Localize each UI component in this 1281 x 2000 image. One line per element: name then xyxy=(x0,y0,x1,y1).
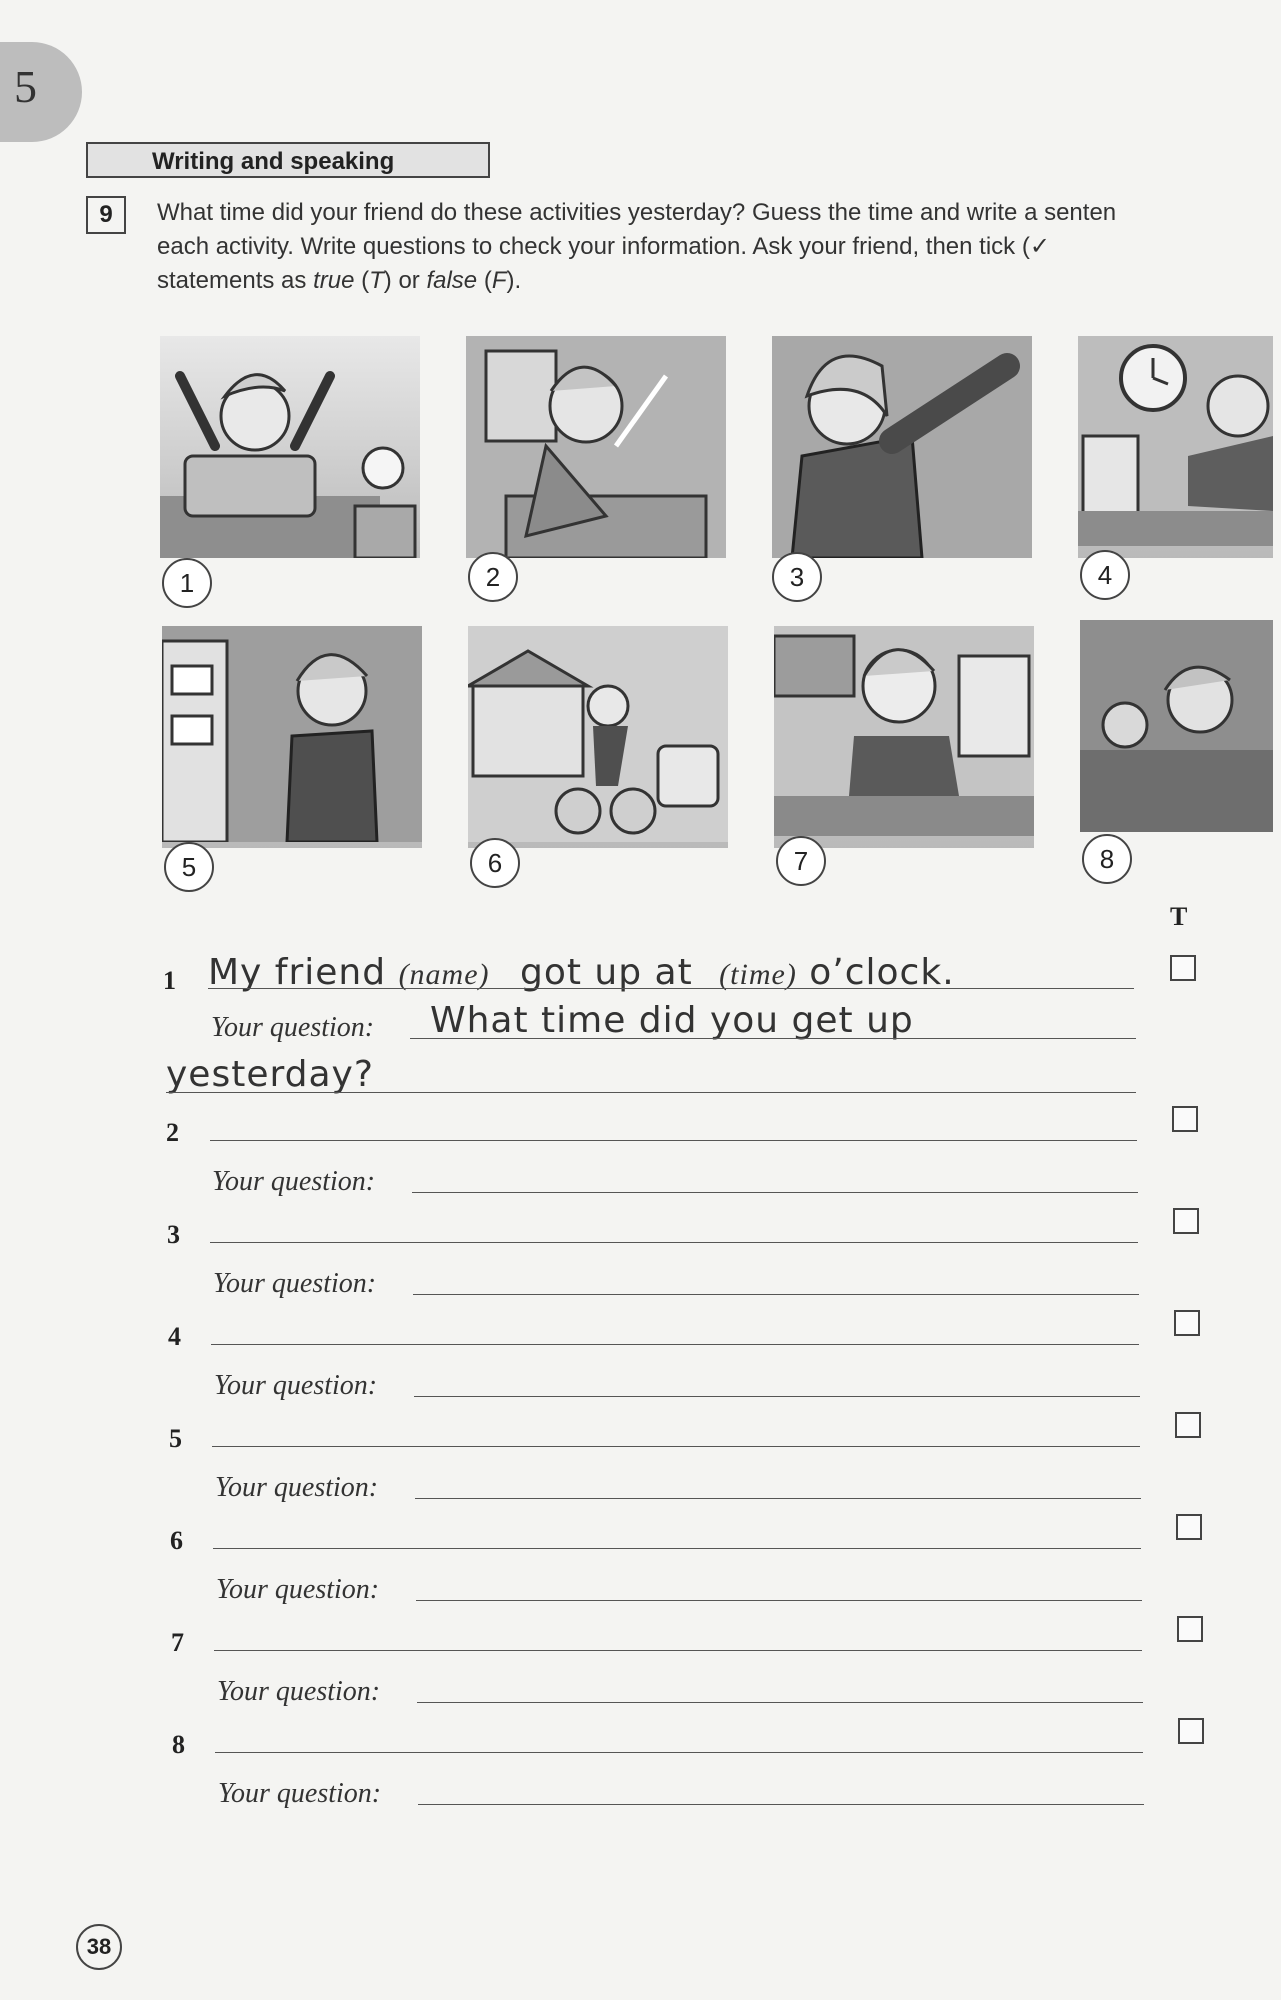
question-line-3[interactable] xyxy=(413,1294,1139,1295)
tick-box-8[interactable] xyxy=(1178,1718,1204,1744)
picture-8-label: 8 xyxy=(1082,834,1132,884)
row-8-number: 8 xyxy=(172,1730,185,1759)
tick-box-5[interactable] xyxy=(1175,1412,1201,1438)
instruction-line-3: statements as true (T) or false (F). xyxy=(157,267,522,294)
question-line-1b[interactable] xyxy=(166,1092,1136,1093)
instruction-line-1: What time did your friend do these activities yesterday? Guess the time and write a senten xyxy=(157,199,1117,226)
question-line-7[interactable] xyxy=(417,1702,1143,1703)
tick-box-2[interactable] xyxy=(1172,1106,1198,1132)
question-label-8: Your question: xyxy=(218,1778,382,1809)
answer-line-7[interactable] xyxy=(214,1650,1142,1651)
answer-line-6[interactable] xyxy=(213,1548,1141,1549)
question-label-3: Your question: xyxy=(213,1268,377,1299)
picture-5-label: 5 xyxy=(164,842,214,892)
question-label-6: Your question: xyxy=(216,1574,380,1605)
picture-4-label: 4 xyxy=(1080,550,1130,600)
tick-box-3[interactable] xyxy=(1173,1208,1199,1234)
picture-7-label: 7 xyxy=(776,836,826,886)
exercise-number: 9 xyxy=(86,196,126,234)
question-line-2[interactable] xyxy=(412,1192,1138,1193)
answer-line-8[interactable] xyxy=(215,1752,1143,1753)
tick-box-1[interactable] xyxy=(1170,955,1196,981)
picture-3-label: 3 xyxy=(772,552,822,602)
picture-8 xyxy=(1080,620,1273,832)
question-line-6[interactable] xyxy=(416,1600,1142,1601)
picture-5 xyxy=(162,626,422,848)
picture-3 xyxy=(772,336,1032,558)
picture-6-label: 6 xyxy=(470,838,520,888)
question-line-8[interactable] xyxy=(418,1804,1144,1805)
row-2-number: 2 xyxy=(166,1118,179,1147)
true-column-heading: T xyxy=(1170,902,1188,931)
page-number: 38 xyxy=(76,1924,122,1970)
picture-2-label: 2 xyxy=(468,552,518,602)
answer-line-4[interactable] xyxy=(211,1344,1139,1345)
row-7-number: 7 xyxy=(171,1628,184,1657)
picture-1-label: 1 xyxy=(162,558,212,608)
instruction-line-2: each activity. Write questions to check your information. Ask your friend, then tick (✓ xyxy=(157,233,1050,260)
answer-line-2[interactable] xyxy=(210,1140,1137,1141)
answer-line-3[interactable] xyxy=(210,1242,1138,1243)
question-line-1a[interactable] xyxy=(410,1038,1136,1039)
tick-box-7[interactable] xyxy=(1177,1616,1203,1642)
question-label-5: Your question: xyxy=(215,1472,379,1503)
exercise-instruction xyxy=(157,196,1281,298)
picture-2 xyxy=(466,336,726,558)
picture-6 xyxy=(468,626,728,848)
answer-line-1[interactable] xyxy=(208,988,1134,989)
tick-box-4[interactable] xyxy=(1174,1310,1200,1336)
section-title: Writing and speaking xyxy=(86,142,490,178)
unit-tab xyxy=(0,42,82,142)
example-question-line-1: What time did you get up xyxy=(430,1000,914,1041)
row-1-number: 1 xyxy=(163,966,176,995)
question-label-2: Your question: xyxy=(212,1166,376,1197)
question-label-4: Your question: xyxy=(214,1370,378,1401)
picture-7 xyxy=(774,626,1034,848)
row-4-number: 4 xyxy=(168,1322,181,1351)
question-label-7: Your question: xyxy=(217,1676,381,1707)
row-3-number: 3 xyxy=(167,1220,180,1249)
answer-line-5[interactable] xyxy=(212,1446,1140,1447)
question-label-1: Your question: xyxy=(211,1012,375,1043)
picture-1 xyxy=(160,336,420,558)
row-5-number: 5 xyxy=(169,1424,182,1453)
unit-number: 5 xyxy=(14,61,37,112)
example-sentence: My friend (name) got up at (time) o’clock. xyxy=(208,952,955,993)
example-question-line-2: yesterday? xyxy=(166,1054,374,1095)
question-line-5[interactable] xyxy=(415,1498,1141,1499)
question-line-4[interactable] xyxy=(414,1396,1140,1397)
tick-box-6[interactable] xyxy=(1176,1514,1202,1540)
row-6-number: 6 xyxy=(170,1526,183,1555)
picture-4 xyxy=(1078,336,1273,558)
